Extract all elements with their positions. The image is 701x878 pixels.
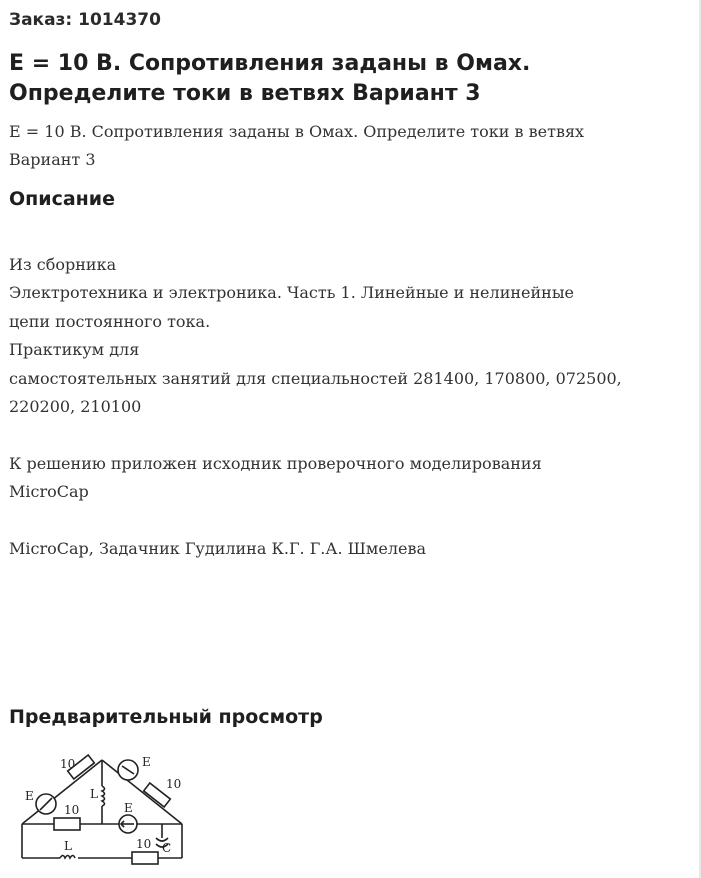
paragraph-gap	[9, 507, 694, 535]
paragraph-gap	[9, 421, 694, 449]
label-r-top-left: 10	[60, 757, 76, 771]
subtitle	[9, 118, 689, 174]
description-line: К решению приложен исходник проверочного моделирования	[9, 453, 542, 473]
inductor-middle	[98, 786, 106, 806]
label-l-middle: L	[90, 787, 98, 801]
label-r-middle: 10	[64, 803, 80, 817]
description-line: Практикум для	[9, 340, 140, 360]
label-e-left: E	[25, 789, 34, 803]
preview-heading: Предварительный просмотр	[9, 706, 323, 728]
description-line: 220200, 210100	[9, 397, 142, 417]
subtitle-line: E = 10 В. Сопротивления заданы в Омах. Определите токи в ветвях	[9, 122, 585, 141]
source-middle	[119, 815, 137, 833]
label-r-top-right: 10	[166, 777, 182, 791]
label-l-bottom: L	[64, 839, 72, 853]
label-e-top: E	[142, 755, 151, 769]
resistor-middle	[54, 818, 80, 830]
subtitle-line: Вариант 3	[9, 150, 96, 169]
resistor-bottom	[132, 852, 158, 864]
description-heading: Описание	[9, 188, 116, 210]
order-number: Заказ: 1014370	[9, 10, 161, 30]
description-line: самостоятельных занятий для специальностей 281400, 170800, 072500,	[9, 368, 622, 388]
source-left	[36, 794, 56, 814]
label-r-bottom: 10	[136, 837, 152, 851]
description-body	[9, 251, 694, 563]
label-e-middle: E	[124, 801, 133, 815]
page-title: E = 10 В. Сопротивления заданы в Омах. Определите токи в ветвях Вариант 3	[9, 51, 531, 106]
inductor-bottom	[60, 854, 78, 862]
description-line: цепи постоянного тока.	[9, 311, 211, 331]
circuit-diagram-preview	[14, 748, 194, 868]
description-line: Электротехника и электроника. Часть 1. Линейные и нелинейные	[9, 283, 575, 303]
description-line: Из сборника	[9, 255, 117, 274]
description-line: MicroCap	[9, 482, 89, 502]
label-c-middle: C	[162, 841, 172, 855]
description-line: MicroCap, Задачник Гудилина К.Г. Г.А. Шмелева	[9, 539, 427, 559]
source-top	[118, 760, 138, 780]
